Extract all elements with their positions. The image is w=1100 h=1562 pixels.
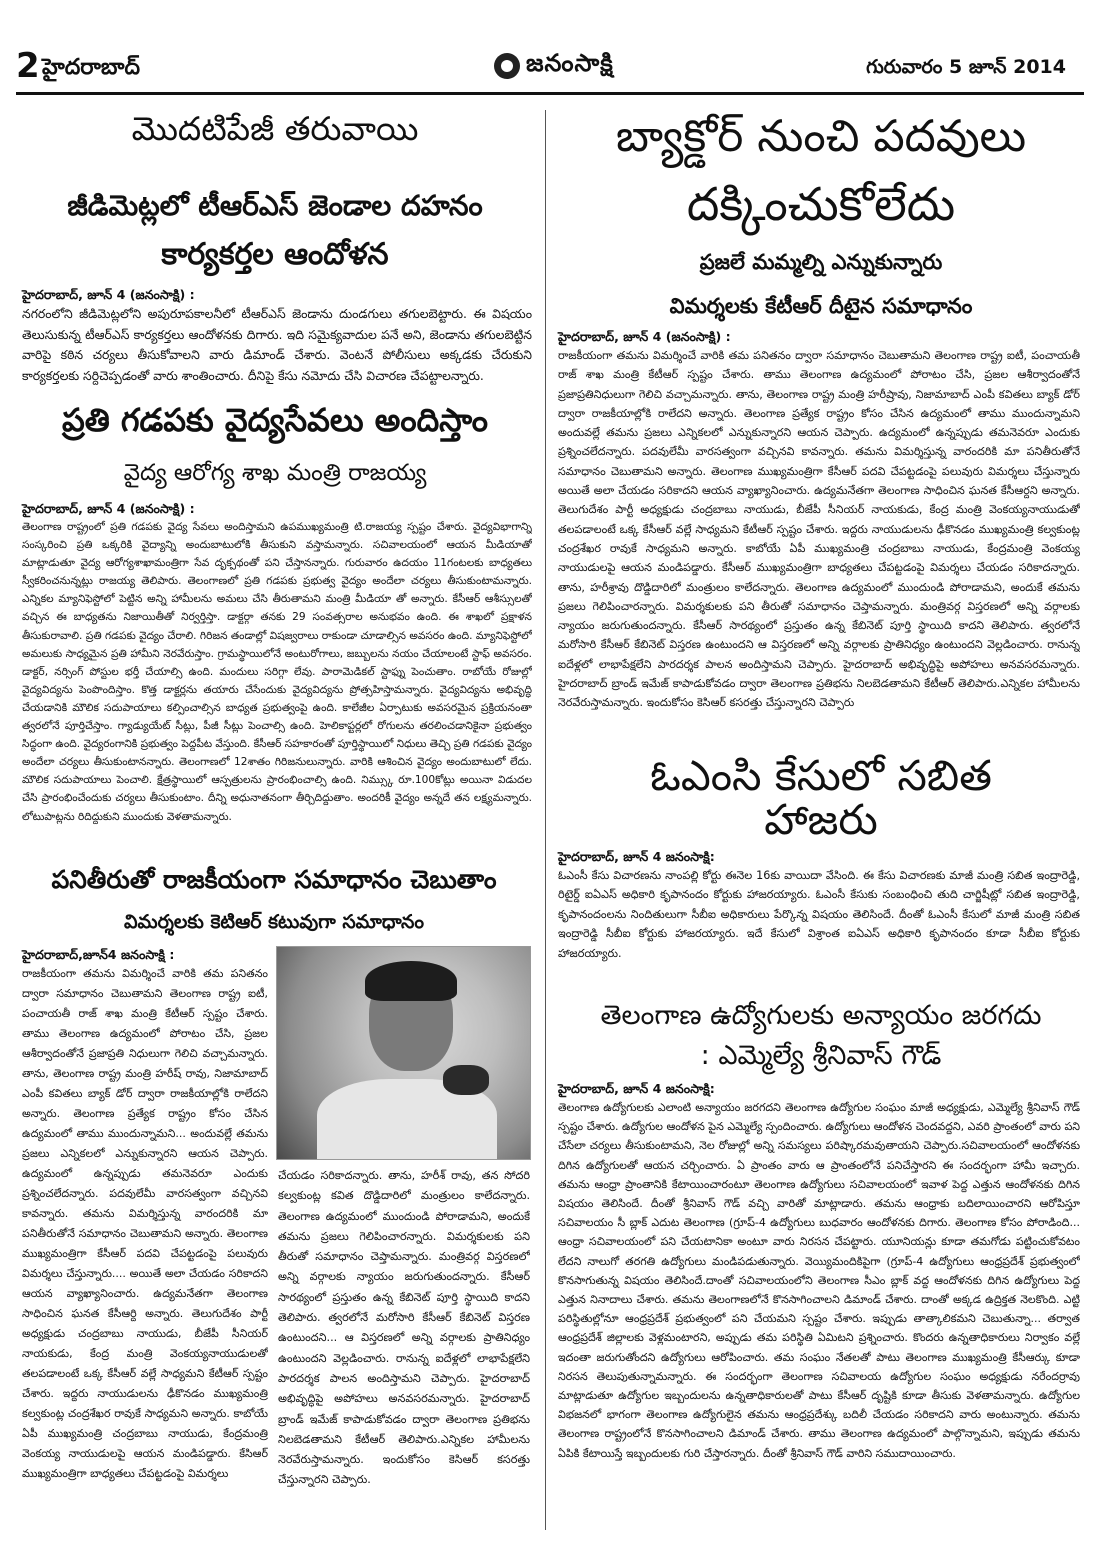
story-subheadline: విమర్శలకు కెటిఆర్ కటువుగా సమాధానం [123,911,425,933]
masthead [0,0,1100,92]
story-headline-line2: కార్యకర్తల ఆందోళన [161,237,389,272]
story-body: ఓఎంసీ కేసు విచారణను నాంపల్లి కోర్టు ఈనెల 16కు వాయిదా వేసింది. ఈ కేసు విచారణకు మాజీ మంత్రి సబిత ఇంద్రారెడ్డి, రిటైర్డ్ ఐఏఎస్ అధికారి కృపానందం కోర్టుకు హాజరయ్యారు. ఓఎంసీ కేసుకు సంబంధించి తుది చార్జిషీట్లో సబిత ఇంద్రారెడ్డి, కృపానందంలను నిందితులుగా సీబీఐ అధికారులు పేర్కొన్న విషయం తెలిసిందే. దీంతో ఓఎంసీ కేసులో మాజీ మంత్రి సబిత ఇంద్రారెడ్డి సీబీఐ కోర్టుకు హాజరయ్యారు. ఇదే కేసులో విశ్రాంత ఐఏఎస్ అధికారి కృపానందం కూడా సీబీఐ కోర్టుకు హాజరయ్యారు. [558,869,1080,960]
story-dateline: హైదరాబాద్, జూన్ 4 జనంసాక్షి: [558,849,715,864]
photo-figure-hair [365,961,457,1001]
story-subheadline: ప్రజలే మమ్మల్ని ఎన్నుకున్నారు [699,250,943,274]
brand-name: జనంసాక్షి [526,49,614,77]
story-headline: ప్రతి గడపకు వైద్యసేవలు అందిస్తాం [61,401,489,439]
lead-headline: బ్యాక్డోర్ నుంచి పదవులు [615,111,1027,162]
brand-logo-icon [494,53,520,79]
story-headline: జీడిమెట్లలో టీఆర్ఎస్ జెండాల దహనం [67,189,483,222]
section-name: హైదరాబాద్ [42,55,140,80]
story-headline: తెలంగాణ ఉద్యోగులకు అన్యాయం జరగదు [600,1000,1042,1031]
story-subheadline-2: విమర్శలకు కేటీఆర్ దీటైన సమాధానం [669,294,973,318]
story-dateline: హైదరాబాద్, జూన్ 4 (జనంసాక్షి) : [22,287,195,302]
microphone-icon [443,1065,489,1095]
column-divider [545,110,546,1530]
story-body: రాజకీయంగా తమను విమర్శించే వారికి తమ పనితనం ద్వారా సమాధానం చెబుతామని తెలంగాణ రాష్ట్ర ఐటీ, పంచాయతీ రాజ్ శాఖ మంత్రి కేటీఆర్ స్పష్టం చేశారు. తాము తెలంగాణ ఉద్యమంలో పోరాటం చేసి, ప్రజల ఆశీర్వాదంతోనే ప్రజాప్రతినిధులుగా గెలిచి వచ్చామన్నారు. తాను, తెలంగాణ రాష్ట్ర మంత్రి హరీష్రావు, నిజామాబాద్ ఎంపీ కవితలు బ్యాక్ డోర్ ద్వారా రాజకీయాల్లోకి రాలేదని అన్నారు. తెలంగాణ ప్రత్యేక రాష్ట్రం కోసం చేసిన ఉద్యమంలో తాము ముందున్నామని అందువల్లే తమను ప్రజలు ఎన్నికలలో ఎన్నుకున్నారని ఆయన చెప్పారు. ఉద్యమంలో ఉన్నప్పుడు తమనెవరూ ఎందుకు ప్రశ్నించలేదన్నారు. పదవులేమీ వారసత్వంగా వచ్చినవి కావన్నారు. తమను విమర్శిస్తున్న వారందరికి మా పనితీరుతోనే సమాధానం చెబుతామని అన్నారు. తెలంగాణ ముఖ్యమంత్రిగా కేసీఆర్ పదవి చేపట్టడంపై పలువురు విమర్శలు చేస్తున్నారు అయితే అలా చేయడం సరికాదని ఆయన వ్యాఖ్యానించారు. ఉద్యమనేతగా తెలంగాణ సాధించిన ఘనత కేసీఆర్దని అన్నారు. తెలుగుదేశం పార్టీ అధ్యక్షుడు చంద్రబాబు నాయుడు, బీజేపీ సీనియర్ నాయకుడు, కేంద్ర మంత్రి వెంకయ్యనాయుడుతో తలపడాలంటే ఒక్క కేసీఆర్ వల్లే సాధ్యమని కేటీఆర్ స్పష్టం చేశారు. ఇద్దరు నాయుడులను ఢీకొనడం ముఖ్యమంత్రి కల్వకుంట్ల చంద్రశేఖర రావుకే సాధ్యమని అన్నారు. కాబోయే ఏపీ ముఖ్యమంత్రి చంద్రబాబు నాయుడు, కేంద్రమంత్రి వెంకయ్య నాయుడులపై ఆయన మండిపడ్డారు. కేసీఆర్ ముఖ్యమంత్రిగా బాధ్యతలు చేపట్టడంపై విమర్శలు చేయడం సరికాదన్నారు. తాను, హరీశ్రావు దొడ్డిదారిలో మంత్రులం కాలేదన్నారు. తెలంగాణ ఉద్యమంలో ముందుండి పోరాడామని, అందుకే తమను ప్రజలు గెలిపించారన్నారు. విమర్శకులకు పని తీరుతో సమాధానం చెప్తామన్నారు. మంత్రివర్గ విస్తరణలో అన్ని వర్గాలకు న్యాయం జరుగుతుందన్నారు. కేసీఆర్ సారథ్యంలో ప్రస్తుతం ఉన్న కేబినెట్ పూర్తి స్థాయిది కాదని తెలిపారు. త్వరలోనే మరోసారి కేసీఆర్ కేబినెట్ విస్తరణ ఉంటుందని ఆ విస్తరణలో అన్ని వర్గాలకు ప్రాతినిధ్యం ఉంటుందని వెల్లడించారు. రానున్న ఐదేళ్లలో లాభాపేక్షలేని పారదర్శక పాలన అందిస్తామని చెప్పారు. హైదరాబాద్ అభివృద్ధిపై అపోహలు అనవసరమన్నారు. హైదరాబాద్ బ్రాండ్ ఇమేజ్ కాపాడుకోవడం ద్వారా తెలంగాణ ప్రతిభను నిలబెడతామని కేటీఆర్ తెలిపారు.ఎన్నికల హామీలను నెరవేరుస్తామన్నారు. ఇందుకోసం కెసిఆర్ కసరత్తు చేస్తున్నారని చెప్పారు [558,349,1080,710]
story-dateline: హైదరాబాద్, జూన్ 4 (జనంసాక్షి) : [558,329,731,344]
newspaper-brand [494,48,614,84]
story-headline: పనితీరుతో రాజకీయంగా సమాధానం చెబుతాం [51,865,497,894]
story-headline: ఓఎంసి కేసులో సబిత [650,751,992,800]
page-number: 2 [16,46,40,86]
story-dateline: హైదరాబాద్,జూన్4 జనంసాక్షి : [22,947,175,962]
story-dateline: హైదరాబాద్, జూన్ 4 జనంసాక్షి: [558,1081,715,1096]
story-body-col1: రాజకీయంగా తమను విమర్శించే వారికి తమ పనితనం ద్వారా సమాధానం చెబుతామని తెలంగాణ రాష్ట్ర ఐటీ, పంచాయతీ రాజ్ శాఖ మంత్రి కేటీఆర్ స్పష్టం చేశారు. తాము తెలంగాణ ఉద్యమంలో పోరాటం చేసి, ప్రజల ఆశీర్వాదంతోనే ప్రజాప్రతి నిధులుగా గెలిచి వచ్చామన్నారు. తాను, తెలంగాణ రాష్ట్ర మంత్రి హరీష్ రావు, నిజామాబాద్ ఎంపీ కవితలు బ్యాక్ డోర్ ద్వారా రాజకీయాల్లోకి రాలేదని అన్నారు. తెలంగాణ ప్రత్యేక రాష్ట్రం కోసం చేసిన ఉద్యమంలో తాము ముందున్నామని... అందువల్లే తమను ప్రజలు ఎన్నికలలో ఎన్నుకున్నారని ఆయన చెప్పారు. ఉద్యమంలో ఉన్నప్పుడు తమనెవరూ ఎందుకు ప్రశ్నించలేదన్నారు. పదవులేమీ వారసత్వంగా వచ్చినవి కావన్నారు. తమను విమర్శిస్తున్న వారందరికి మా పనితీరుతోనే సమాధానం చెబుతామని అన్నారు. తెలంగాణ ముఖ్యమంత్రిగా కేసీఆర్ పదవి చేపట్టడంపై పలువురు విమర్శలు చేస్తున్నారు.... అయితే అలా చేయడం సరికాదని ఆయన వ్యాఖ్యానించారు. ఉద్యమనేతగా తెలంగాణ సాధించిన ఘనత కేసీఆర్ది అన్నారు. తెలుగుదేశం పార్టీ అధ్యక్షుడు చంద్రబాబు నాయుడు, బీజేపీ సీనియర్ నాయకుడు, కేంద్ర మంత్రి వెంకయ్యనాయుడులతో తలపడాలంటే ఒక్క కేసీఆర్ వల్లే సాధ్యమని కేటీఆర్ స్పష్టం చేశారు. ఇద్దరు నాయుడులను ఢీకొనడం ముఖ్యమంత్రి కల్వకుంట్ల చంద్రశేఖర రావుకే సాధ్యమని అన్నారు. కాబోయే ఏపీ ముఖ్యమంత్రి చంద్రబాబు నాయుడు, కేంద్రమంత్రి వెంకయ్య నాయుడులపై ఆయన మండిపడ్డారు. కేసిఆర్ ముఖ్యమంత్రిగా బాధ్యతలు చేపట్టడంపై విమర్శలు [22,967,268,1480]
news-photo-ktr [276,946,531,1160]
story-dateline: హైదరాబాద్, జూన్ 4 (జనంసాక్షి) : [22,501,195,516]
masthead-rule [16,92,1084,95]
story-subheadline: వైద్య ఆరోగ్య శాఖ మంత్రి రాజయ్య [123,460,427,486]
story-headline-line2: : ఎమ్మెల్యే శ్రీనివాస్ గౌడ్ [700,1040,942,1071]
story-body: నగరంలోని జీడిమెట్లలోని అపురూపకాలనీలో టీఆర్ఎస్ జెండాను దుండగులు తగులబెట్టారు. ఈ విషయం తెలుసుకున్న టీఆర్ఎస్ కార్యకర్తలు ఆందోళనకు దిగారు. ఇది సమైక్యవాదుల పనే అని, జెండాను తగులబెట్టిన వారిపై కఠిన చర్యలు తీసుకోవాలని వారు డిమాండ్ చేశారు. వెంటనే పోలీసులు అక్కడకు చేరుకుని కార్యకర్తలకు సర్దిచెప్పడంతో వారు శాంతించారు. దీనిపై కేసు నమోదు చేసి విచారణ చేపట్టాలన్నారు. [22,306,532,384]
story-body-col2: చేయడం సరికాదన్నారు. తాను, హరీశ్ రావు, తన సోదరి కల్వకుంట్ల కవిత దొడ్డిదారిలో మంత్రులం కాలేదన్నారు. తెలంగాణ ఉద్యమంలో ముందుండి పోరాడామని, అందుకే తమను ప్రజలు గెలిపించారన్నారు. విమర్శకులకు పని తీరుతో సమాధానం చెప్తామన్నారు. మంత్రివర్గ విస్తరణలో అన్ని వర్గాలకు న్యాయం జరుగుతుందన్నారు. కేసీఆర్ సారథ్యంలో ప్రస్తుతం ఉన్న కేబినెట్ పూర్తి స్థాయిది కాదని తెలిపారు. త్వరలోనే మరోసారి కేసీఆర్ కేబినెట్ విస్తరణ ఉంటుందని... ఆ విస్తరణలో అన్ని వర్గాలకు ప్రాతినిధ్యం ఉంటుందని వెల్లడించారు. రానున్న ఐదేళ్లలో లాభాపేక్షలేని పారదర్శక పాలన అందిస్తామని చెప్పారు. హైదరాబాద్ అభివృద్ధిపై అపోహలు అనవసరమన్నారు. హైదరాబాద్ బ్రాండ్ ఇమేజ్ కాపాడుకోవడం ద్వారా తెలంగాణ ప్రతిభను నిలబెడతామని కేటీఆర్ తెలిపారు.ఎన్నికల హామీలను నెరవేరుస్తామన్నారు. ఇందుకోసం కెసిఆర్ కసరత్తు చేస్తున్నారని చెప్పారు. [278,1169,530,1487]
story-headline-line2: హాజరు [764,795,878,844]
lead-headline-line2: దక్కించుకోలేదు [686,177,956,231]
story-body: తెలంగాణ ఉద్యోగులకు ఎలాంటి అన్యాయం జరగదని తెలంగాణ ఉద్యోగుల సంఘం మాజీ అధ్యక్షుడు, ఎమ్మెల్యే శ్రీనివాస్ గౌడ్ స్పష్టం చేశారు. ఉద్యోగుల ఆందోళన పైన ఎమ్మెల్యే స్పందించారు. ఉద్యోగులు ఆందోళన చెందవద్దని, ఎవరి ప్రాంతంలో వారు పని చేసేలా చర్యలు తీసుకుంటామని, నెల రోజుల్లో అన్ని సమస్యలు పరిష్కారమవుతాయని చెప్పారు.సచివాలయంలో ఆందోళనకు దిగిన ఉద్యోగులతో ఆయన చర్చించారు. ఏ ప్రాంతం వారు ఆ ప్రాంతంలోనే పనిచేస్తారని ఈ సందర్భంగా హామీ ఇచ్చారు. తమను ఆంధ్రా ప్రాంతానికి కేటాయించారంటూ తెలంగాణ ఉద్యోగులు సచివాలయంలో ఇవాళ పెద్ద ఎత్తున ఆందోళనకు దిగిన విషయం తెలిసిందే. దీంతో శ్రీనివాస్ గౌడ్ వచ్చి వారితో మాట్లాడారు. తమను ఆంధ్రాకు బదిలాయించారని ఆరోపిస్తూ సచివాలయం సీ బ్లాక్ ఎదుట తెలంగాణ (గ్రూప్-4 ఉద్యోగులు బుధవారం ఆందోళనకు దిగారు. తెలంగాణ కోసం పోరాడింది... ఆంధ్రా సచివాలయంలో పని చేయటానికా అంటూ వారు నిరసన చేపట్టారు. యూనియన్లు కూడా తమగోడు పట్టించుకోవటం లేదని నాలుగో తరగతి ఉద్యోగులు మండిపడుతున్నారు. వెయ్యిమందికిపైగా (గ్రూప్-4 ఉద్యోగులు ఆంధ్రప్రదేశ్ ప్రభుత్వంలో కొనసాగుతున్న విషయం తెలిసిందే.దాంతో సచివాలయంలోని తెలంగాణ సీఎం బ్లాక్ వద్ద ఆందోళనకు దిగిన ఉద్యోగులు పెద్ద ఎత్తున నినాదాలు చేశారు. తమను తెలంగాణలోనే కొనసాగించాలని డిమాండ్ చేశారు. దాంతో అక్కడ ఉద్రిక్తత నెలకొంది. ఎట్టి పరిస్థితుల్లోనూ ఆంధ్రప్రదేశ్ ప్రభుత్వంలో పని చేయమని స్పష్టం చేశారు. ఇప్పుడు తాత్కాలికమని చెబుతున్నా... తర్వాత ఆంధ్రప్రదేశ్ జిల్లాలకు వెళ్లమంటారని, అప్పుడు తమ పరిస్థితి ఏమిటని ప్రశ్నించారు. కొందరు ఉన్నతాధికారులు నిర్వాకం వల్లే ఇదంతా జరుగుతోందని ఉద్యోగులు ఆరోపించారు. తమ సంఘం నేతలతో పాటు తెలంగాణ ముఖ్యమంత్రి కేసీఆర్కు కూడా నిరసన తెలుపుతున్నామన్నారు. ఈ సందర్భంగా తెలంగాణ సచివాలయ ఉద్యోగుల సంఘం అధ్యక్షుడు నరేందర్రావు మాట్లాడుతూ ఉద్యోగుల ఇబ్బందులను ఉన్నతాధికారులతో పాటు కేసీఆర్ దృష్టికి కూడా తీసుకు వెళతామన్నారు. ఉద్యోగుల విభజనలో భాగంగా తెలంగాణ ఉద్యోగులైన తమను ఆంధ్రప్రదేశ్కు బదిలీ చేయడం సరికాదని వారు అంటున్నారు. తమను తెలంగాణ రాష్ట్రంలోనే కొనసాగించాలని డిమాండ్ చేశారు. తాము తెలంగాణ ఉద్యమంలో పాల్గొన్నామని, ఇప్పుడు తమను ఏపికి కేటాయిస్తే ఇబ్బందులకు గురి చేస్తారన్నారు. దీంతో శ్రీనివాస్ గౌడ్ వారిని సముదాయించారు. [558,1101,1080,1460]
story-body: తెలంగాణ రాష్ట్రంలో ప్రతి గడపకు వైద్య సేవలు అందిస్తామని ఉపముఖ్యమంత్రి టి.రాజయ్య స్పష్టం చేశారు. వైద్యవిభాగాన్ని సంస్కరించి ప్రతి ఒక్కరికి వైద్యాన్ని అందుబాటులోకి తీసుకుని వస్తామన్నారు. సచివాలయంలో ఆయన మీడియాతో మాట్లాడుతూ వైద్య ఆరోగ్యశాఖామంత్రిగా సేవ దృక్పథంతో పని చేస్తానన్నారు. గురువారం ఉదయం 11గంటలకు బాధ్యతలు స్వీకరించనున్నట్లు రాజయ్య తెలిపారు. తెలంగాణలో ప్రతి గడపకు ప్రభుత్వ వైద్యం అందేలా చర్యలు తీసుకుంటామన్నారు. ఎన్నికల మ్యానిఫెస్టోలో పెట్టిన అన్ని హామీలను అమలు చేసి తీరుతామని మంత్రి మీడియా తో అన్నారు. కేసీఆర్ ఆశీస్సులతో వచ్చిన ఈ బాధ్యతను నిజాయితీతో నిర్వర్తిస్తా. డాక్టర్గా తనకు 29 సంవత్సరాల అనుభవం ఉంది. ఈ శాఖలో ప్రక్షాళన తీసుకురావాలి. ప్రతి గడపకు వైద్యం చేరాలి. గిరిజన తండాల్లో విషజ్వరాలు రాకుండా చూడాల్సిన అవసరం ఉంది. మ్యానిఫెస్టోలో అమలుకు సాధ్యమైన ప్రతి హామీని నెరవేరుస్తాం. గ్రామస్థాయిలోనే అంటురోగాలు, జబ్బులను నయం చేయాలంటే స్టాఫ్ అవసరం. డాక్టర్, నర్సింగ్ పోస్టుల భర్తీ చేయాల్సి ఉంది. మందులు సరిగ్గా లేవు. పారామెడికల్ స్టాఫ్ను పెంచుతాం. రాబోయే రోజుల్లో వైద్యవిద్యను పెంపొందిస్తాం. కొత్త డాక్టర్లను తయారు చేసేందుకు వైద్యవిద్యను ప్రోత్సహిస్తామన్నారు. వైద్యవిద్యను అభివృద్ధి చేయడానికి మౌలిక సదుపాయాలు కల్పించాల్సిన బాధ్యత ప్రభుత్వంపై ఉంది. కాలేజీల ఏర్పాటుకు అవసరమైన ప్రక్రియనంతా త్వరలోనే పూర్తిచేస్తాం. గ్యాడ్యుయేట్ సీట్లు, పీజీ సీట్లు పెంచాల్సి ఉంది. హెలికాప్టర్లలో రోగులను తరలించడానికైనా ప్రభుత్వం సిద్ధంగా ఉంది. వైద్యరంగానికి ప్రభుత్వం పెద్దపీట వేస్తుంది. కేసీఆర్ సహకారంతో పూర్తిస్థాయిలో నిధులు తెచ్చి ప్రతి గడపకు వైద్యం అందేలా చర్యలు తీసుకుంటానన్నారు. తెలంగాణలో 12శాతం గిరిజనులున్నారు. వారికి ఆశించిన వైద్యం అందుబాటులో లేదు. మౌలిక సదుపాయాలు పెంచాలి. క్షేత్రస్థాయిలో ఆస్పత్రులను ప్రారంభించాల్సి ఉంది. నిమ్స్కు రూ.100కోట్లు అయినా విడుదల చేసి ప్రారంభించేందుకు చర్యలు తీసుకుంటాం. దీన్ని అధునాతనంగా తీర్చిదిద్దుతాం. అందరికీ వైద్యం అన్నదే తన లక్ష్యమన్నారు. లోటుపాట్లను రిదిద్దుకుని ముందుకు వెళతామన్నారు. [22,521,532,823]
continuation-kicker: మొదటిపేజీ తరువాయి [131,109,419,148]
issue-date: గురువారం 5 జూన్ 2014 [866,56,1066,78]
